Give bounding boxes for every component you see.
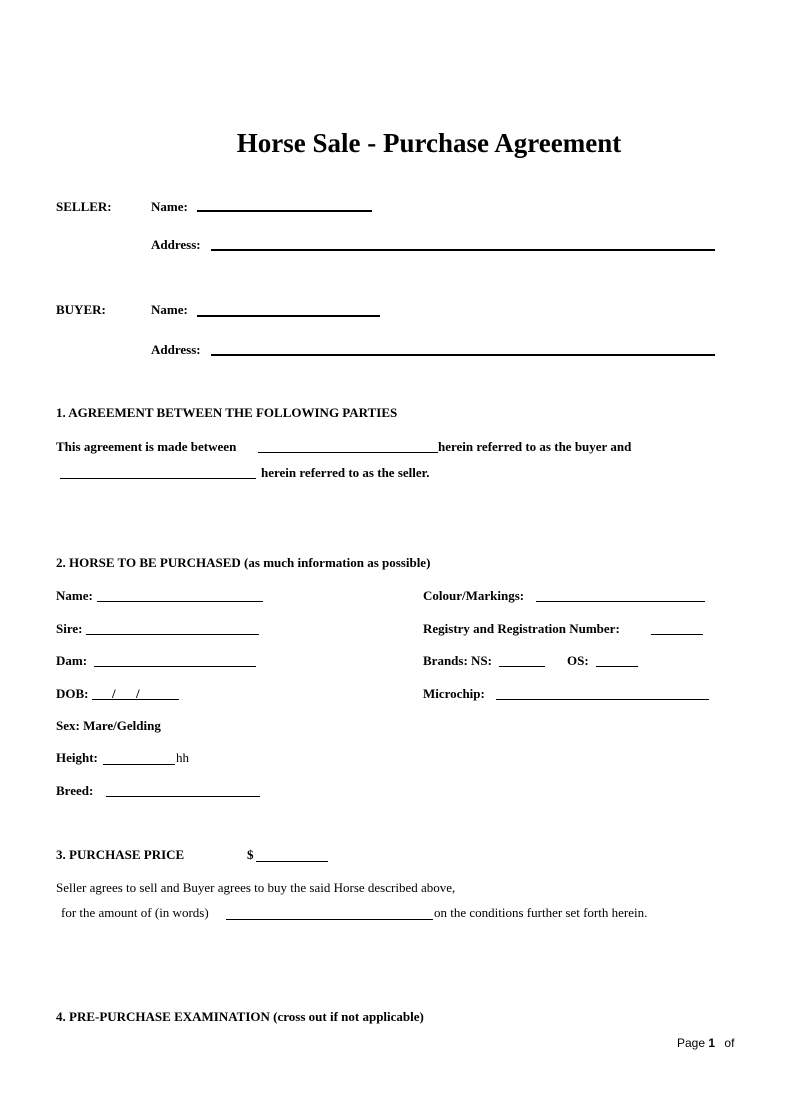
brands-ns-label: Brands: NS:	[423, 653, 492, 668]
seller-label: SELLER:	[56, 199, 112, 214]
brands-os-field[interactable]	[596, 666, 638, 667]
horse-name-field[interactable]	[97, 601, 263, 602]
buyer-name-field[interactable]	[197, 315, 380, 317]
buyer-party-field[interactable]	[258, 452, 438, 453]
page-number: 1	[708, 1036, 716, 1050]
section4-heading: 4. PRE-PURCHASE EXAMINATION (cross out if not applicable)	[56, 1009, 424, 1024]
buyer-address-label: Address:	[151, 342, 201, 357]
purchase-text-line1: Seller agrees to sell and Buyer agrees to buy the said Horse described above,	[56, 880, 456, 895]
currency-symbol: $	[247, 847, 254, 862]
horse-name-label: Name:	[56, 588, 93, 603]
dam-field[interactable]	[94, 666, 256, 667]
breed-label: Breed:	[56, 783, 94, 798]
brands-ns-field[interactable]	[499, 666, 545, 667]
dob-separator: /	[112, 686, 116, 701]
page-of-label: of	[724, 1036, 735, 1050]
sex-label: Sex: Mare/Gelding	[56, 718, 161, 733]
purchase-price-field[interactable]	[256, 861, 328, 862]
colour-field[interactable]	[536, 601, 705, 602]
dam-label: Dam:	[56, 653, 88, 668]
section2-heading: 2. HORSE TO BE PURCHASED (as much information as possible)	[56, 555, 431, 570]
microchip-field[interactable]	[496, 699, 709, 700]
page-footer	[677, 1036, 734, 1050]
agreement-line2-end: herein referred to as the seller.	[261, 465, 430, 480]
dob-separator: /	[136, 686, 140, 701]
purchase-text-line2-end: on the conditions further set forth herein.	[434, 905, 648, 920]
buyer-name-label: Name:	[151, 302, 188, 317]
agreement-line1-end: herein referred to as the buyer and	[438, 439, 632, 454]
buyer-label: BUYER:	[56, 302, 106, 317]
buyer-address-field[interactable]	[211, 354, 715, 356]
amount-in-words-field[interactable]	[226, 919, 433, 920]
seller-party-field[interactable]	[60, 478, 256, 479]
dob-label: DOB:	[56, 686, 89, 701]
colour-label: Colour/Markings:	[423, 588, 525, 603]
section3-heading: 3. PURCHASE PRICE	[56, 847, 185, 862]
height-field[interactable]	[103, 764, 175, 765]
registry-field[interactable]	[651, 634, 703, 635]
seller-address-label: Address:	[151, 237, 201, 252]
sire-label: Sire:	[56, 621, 83, 636]
agreement-line1-start: This agreement is made between	[56, 439, 237, 454]
microchip-label: Microchip:	[423, 686, 485, 701]
breed-field[interactable]	[106, 796, 260, 797]
brands-os-label: OS:	[567, 653, 589, 668]
height-label: Height:	[56, 750, 98, 765]
sire-field[interactable]	[86, 634, 259, 635]
seller-name-label: Name:	[151, 199, 188, 214]
page-label: Page	[677, 1036, 706, 1050]
registry-label: Registry and Registration Number:	[423, 621, 620, 636]
seller-address-field[interactable]	[211, 249, 715, 251]
purchase-text-line2-start: for the amount of (in words)	[61, 905, 209, 920]
page-title: Horse Sale - Purchase Agreement	[236, 128, 622, 158]
section1-heading: 1. AGREEMENT BETWEEN THE FOLLOWING PARTIES	[56, 405, 398, 420]
height-unit: hh	[176, 750, 189, 765]
seller-name-field[interactable]	[197, 210, 372, 212]
